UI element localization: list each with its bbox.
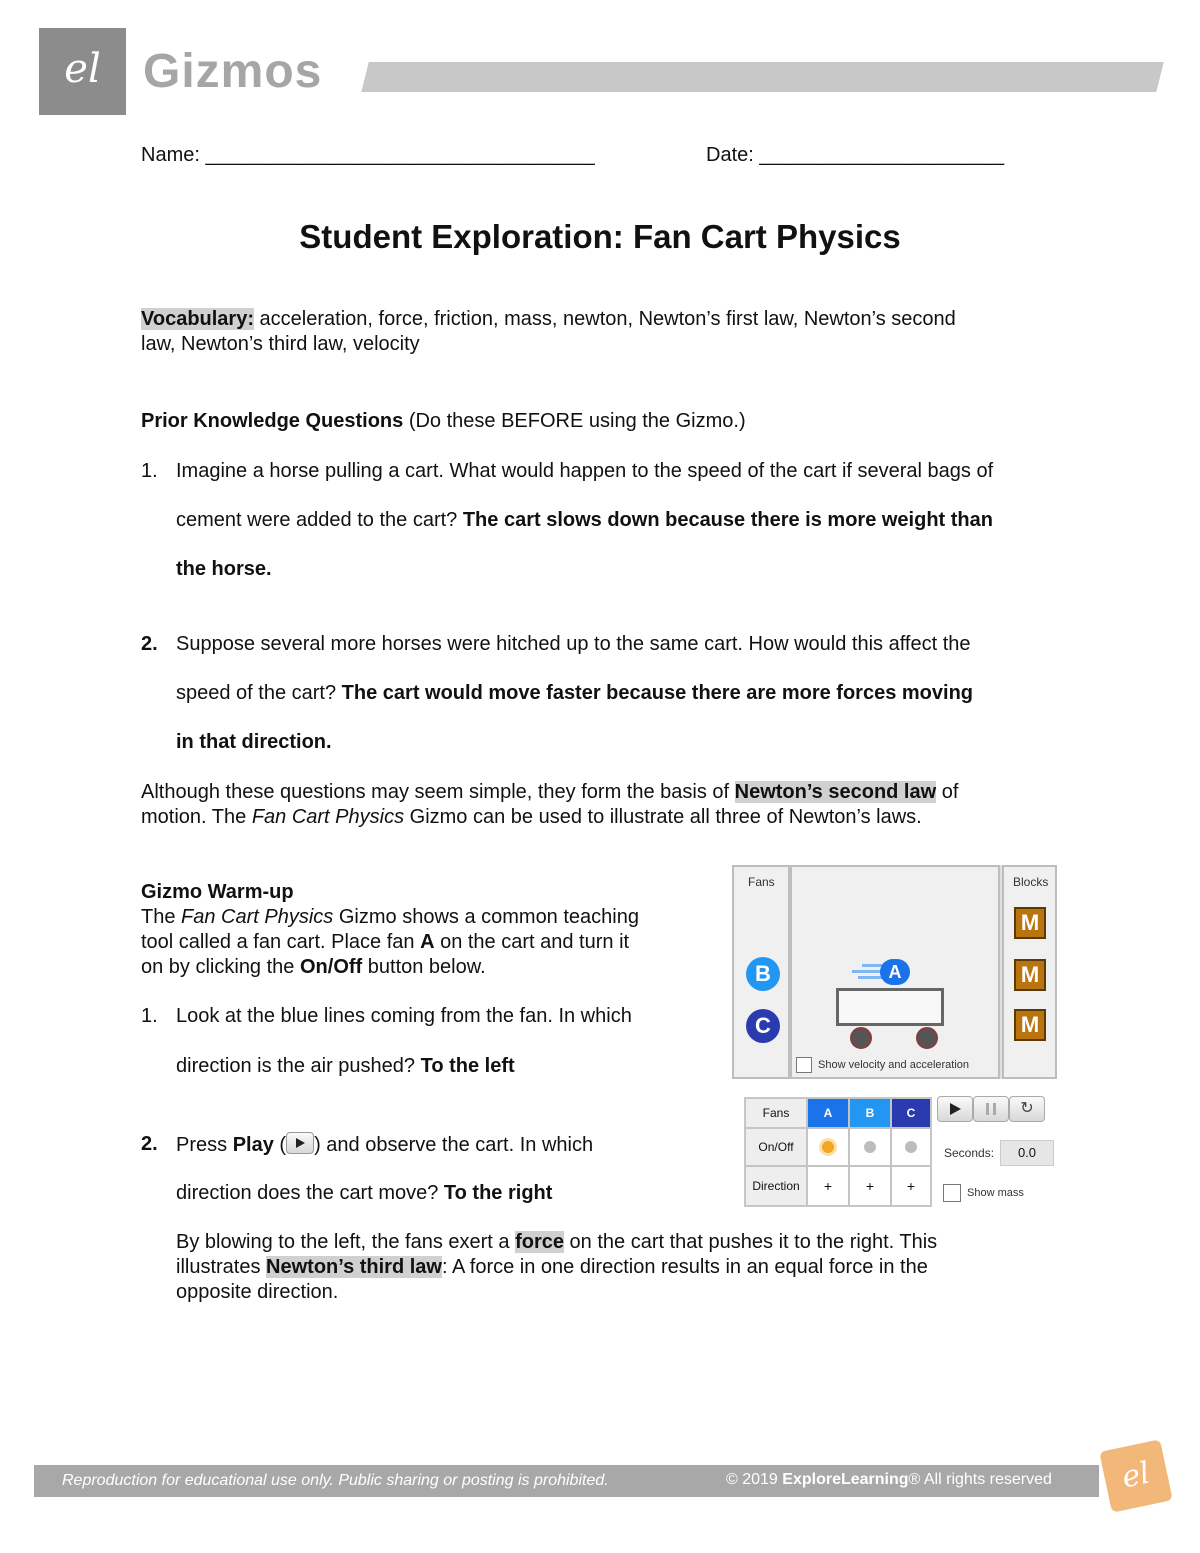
prior-heading-row [141,409,746,434]
reset-icon: ↻ [1020,1100,1034,1117]
intro-paragraph [141,780,1061,830]
track-panel [790,865,1000,1079]
p1-text-b: on the cart that pushes it to the right. This [564,1231,938,1253]
warmup-heading: Gizmo Warm-up [141,881,294,903]
q2-text: speed of the cart? [176,682,342,704]
warmup-l3: on by clicking the [141,956,300,978]
cart-wheel-left-icon [850,1027,872,1049]
para-text-c: motion. The [141,806,252,828]
q2-line2 [176,681,973,706]
q1-answer[interactable]: The cart slows down because there is more weight than [462,509,993,531]
wq1-num: 1. [141,1005,158,1027]
q1-num: 1. [141,460,158,482]
footer-company: ExploreLearning [782,1471,909,1488]
mass-block-3[interactable]: M [1014,1009,1046,1041]
wq2-line1 [176,1132,593,1158]
q2-line1: Suppose several more horses were hitched up to the same cart. How would this affect the [176,633,971,655]
p1-text-a: By blowing to the left, the fans exert a [176,1231,516,1253]
fan-controls-table [744,1097,932,1207]
warmup-l1c: Gizmo shows a common teaching [333,906,639,928]
term-newtons-third-law: Newton’s third law [266,1256,442,1278]
name-field[interactable]: Name: ___________________________________ [141,144,595,166]
wq1-text: direction is the air pushed? [176,1055,421,1077]
gizmo-simulation [732,865,1057,1079]
show-velocity-label: Show velocity and acceleration [818,1059,970,1071]
warmup-fan-a: A [420,931,435,953]
show-mass-checkbox[interactable] [943,1184,961,1202]
blocks-panel [1002,865,1057,1079]
play-icon [950,1103,961,1115]
direction-toggle-b[interactable]: + [849,1166,891,1206]
direction-toggle-c[interactable]: + [891,1166,931,1206]
q2-num: 2. [141,633,158,655]
prior-note: (Do these BEFORE using the Gizmo.) [403,410,746,432]
vocabulary [141,307,1061,357]
blocks-label: Blocks [1013,875,1049,889]
fan-c-icon[interactable]: C [746,1009,780,1043]
footer-logo-glyph: el [1118,1455,1153,1496]
date-field[interactable]: Date: ______________________ [706,144,1005,166]
table-header-c: C [891,1098,931,1128]
wq2-line2 [176,1181,552,1206]
warmup-gizmo-name: Fan Cart Physics [181,906,334,928]
onoff-toggle-a[interactable] [807,1128,849,1166]
table-header-fans: Fans [745,1098,807,1128]
cart-body[interactable] [836,988,944,1026]
row-label-onoff: On/Off [745,1128,807,1166]
para-text-a: Although these questions may seem simple, they form the basis of [141,781,735,803]
show-velocity-checkbox[interactable] [796,1057,812,1073]
third-law-paragraph [176,1230,1036,1305]
onoff-toggle-c[interactable] [891,1128,931,1166]
footer-bar [34,1465,1099,1497]
explorelearning-logo [1099,1439,1173,1513]
wq2-answer[interactable]: To the right [443,1182,553,1204]
wq2-text-d: ) and observe the cart. In which [314,1134,594,1156]
p3-text: opposite direction. [176,1281,339,1303]
mass-block-2[interactable]: M [1014,959,1046,991]
reset-button[interactable] [1009,1096,1045,1122]
wq2-text: direction does the cart move? [176,1182,444,1204]
wq2-play: Play [232,1134,274,1156]
warmup-l2: tool called a fan cart. Place fan [141,931,421,953]
wq2-paren: ( [273,1134,287,1156]
page-title: Student Exploration: Fan Cart Physics [299,218,901,255]
p2-text-a: illustrates [176,1256,267,1278]
footer-year: © 2019 [726,1471,783,1488]
table-header-a: A [807,1098,849,1128]
warmup-l2c: on the cart and turn it [434,931,630,953]
show-mass-label: Show mass [967,1187,1024,1199]
direction-toggle-a[interactable]: + [807,1166,849,1206]
q2-answer[interactable]: The cart would move faster because there are more forces moving [341,682,973,704]
footer-disclaimer: Reproduction for educational use only. Public sharing or posting is prohibited. [62,1472,609,1489]
q1-line1: Imagine a horse pulling a cart. What would happen to the speed of the cart if several bags of [176,460,994,482]
warmup-l1a: The [141,906,182,928]
vocabulary-line1: acceleration, force, friction, mass, newton, Newton’s first law, Newton’s second [254,308,956,330]
wq1-line2 [176,1054,515,1079]
play-button[interactable] [937,1096,973,1122]
wq1-line1: Look at the blue lines coming from the fan. In which [176,1005,632,1027]
q2-answer-cont[interactable]: in that direction. [176,731,332,753]
q1-line2 [176,508,993,533]
fans-label: Fans [748,875,775,889]
pause-button[interactable] [973,1096,1009,1122]
play-button-icon [286,1132,314,1154]
para-text-d: Gizmo can be used to illustrate all three of Newton’s laws. [404,806,922,828]
gizmo-name: Fan Cart Physics [251,806,405,828]
table-header-b: B [849,1098,891,1128]
brand-name: Gizmos [143,45,323,98]
q1-text: cement were added to the cart? [176,509,463,531]
wq2-text-a: Press [176,1134,233,1156]
footer-copyright [726,1471,1052,1489]
term-newtons-second-law: Newton’s second law [734,781,937,803]
fan-a-icon[interactable]: A [880,959,910,985]
vocabulary-label: Vocabulary: [141,308,254,330]
footer-rights: ® All rights reserved [908,1471,1052,1488]
fans-panel [732,865,790,1079]
cart-wheel-right-icon [916,1027,938,1049]
vocabulary-line2: law, Newton’s third law, velocity [141,333,420,355]
prior-heading: Prior Knowledge Questions [141,410,404,432]
mass-block-1[interactable]: M [1014,907,1046,939]
term-force: force [515,1231,564,1253]
warmup-l3c: button below. [362,956,486,978]
fan-b-icon[interactable]: B [746,957,780,991]
warmup-onoff: On/Off [299,956,363,978]
q1-answer-cont[interactable]: the horse. [176,558,272,580]
warmup-intro [141,880,701,980]
row-label-direction: Direction [745,1166,807,1206]
seconds-value: 0.0 [1000,1140,1054,1166]
onoff-toggle-b[interactable] [849,1128,891,1166]
seconds-label: Seconds: [944,1146,995,1160]
header-bar [361,62,1163,92]
wq1-answer[interactable]: To the left [420,1055,515,1077]
wq2-num: 2. [141,1133,158,1155]
para-text-b: of [936,781,959,803]
p2-text-b: : A force in one direction results in an equal force in the [441,1256,928,1278]
gizmos-logo [39,28,126,115]
logo-glyph: el [64,46,101,92]
